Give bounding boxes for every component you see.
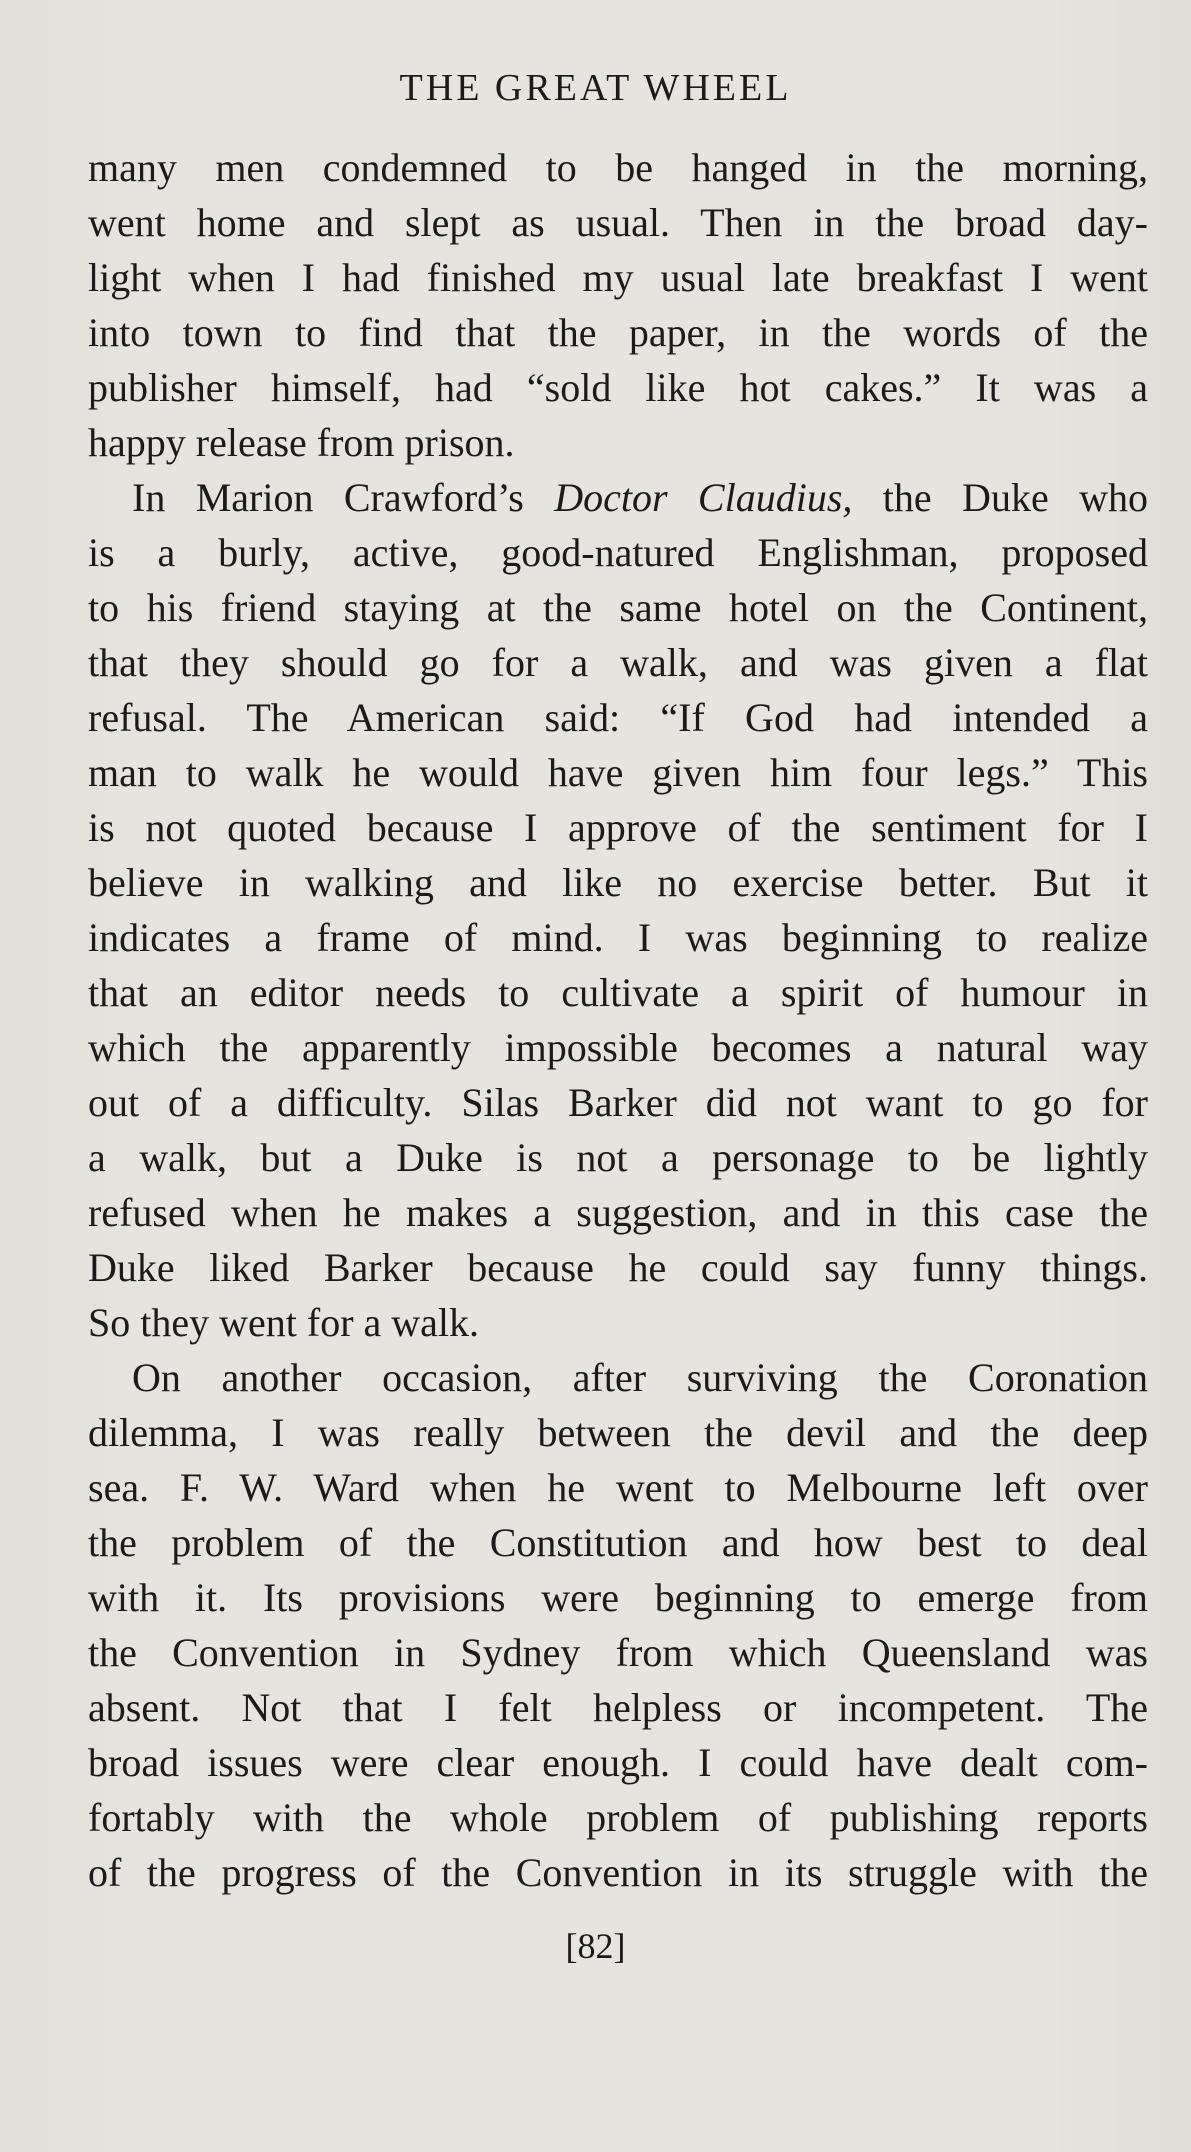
text-line: of the progress of the Convention in its struggle with the [88,1850,1148,1895]
text-run: In Marion Crawford’s [132,475,555,520]
text-line: Duke liked Barker because he could say funny things. [88,1245,1148,1290]
text-line: is not quoted because I approve of the sentiment for I [88,805,1148,850]
text-line: with it. Its provisions were beginning to emerge from [88,1575,1148,1620]
book-title-italic: Doctor Claudius, [554,475,853,520]
text-line: is a burly, active, good-natured Englishman, proposed [88,530,1148,575]
page-number: [82] [565,1926,626,1966]
text-line: believe in walking and like no exercise better. But it [88,860,1148,905]
text-line: that an editor needs to cultivate a spirit of humour in [88,970,1148,1015]
text-line: many men condemned to be hanged in the morning, [88,145,1148,190]
text-line [88,470,1148,525]
body-text [88,140,1148,1900]
text-line: that they should go for a walk, and was given a flat [88,640,1148,685]
text-line: absent. Not that I felt helpless or incompetent. The [88,1685,1148,1730]
running-head: THE GREAT WHEEL [399,67,792,109]
text-run: the Duke who [852,475,1148,520]
text-line: On another occasion, after surviving the Coronation [132,1355,1148,1400]
text-line: light when I had finished my usual late breakfast I went [88,255,1148,300]
text-line: refused when he makes a suggestion, and in this case the [88,1190,1148,1235]
text-line: happy release from prison. [88,420,515,465]
text-line: publisher himself, had “sold like hot cakes.” It was a [88,365,1148,410]
text-line: fortably with the whole problem of publishing reports [88,1795,1148,1840]
text-line: broad issues were clear enough. I could have dealt com- [88,1740,1148,1785]
paragraph [88,470,1148,1350]
text-line: the Convention in Sydney from which Queensland was [88,1630,1148,1675]
text-line: which the apparently impossible becomes a natural way [88,1025,1148,1070]
text-line: refusal. The American said: “If God had intended a [88,695,1148,740]
text-line: a walk, but a Duke is not a personage to be lightly [88,1135,1148,1180]
text-line: went home and slept as usual. Then in the broad day- [88,200,1148,245]
text-line: into town to find that the paper, in the words of the [88,310,1148,355]
text-line: to his friend staying at the same hotel on the Continent, [88,585,1148,630]
paragraph [88,140,1148,470]
paragraph [88,1350,1148,1900]
text-line: indicates a frame of mind. I was beginning to realize [88,915,1148,960]
text-line: So they went for a walk. [88,1300,480,1345]
text-line: dilemma, I was really between the devil and the deep [88,1410,1148,1455]
text-line: sea. F. W. Ward when he went to Melbourne left over [88,1465,1148,1510]
text-line: the problem of the Constitution and how best to deal [88,1520,1148,1565]
text-line: out of a difficulty. Silas Barker did not want to go for [88,1080,1148,1125]
text-line: man to walk he would have given him four legs.” This [88,750,1148,795]
